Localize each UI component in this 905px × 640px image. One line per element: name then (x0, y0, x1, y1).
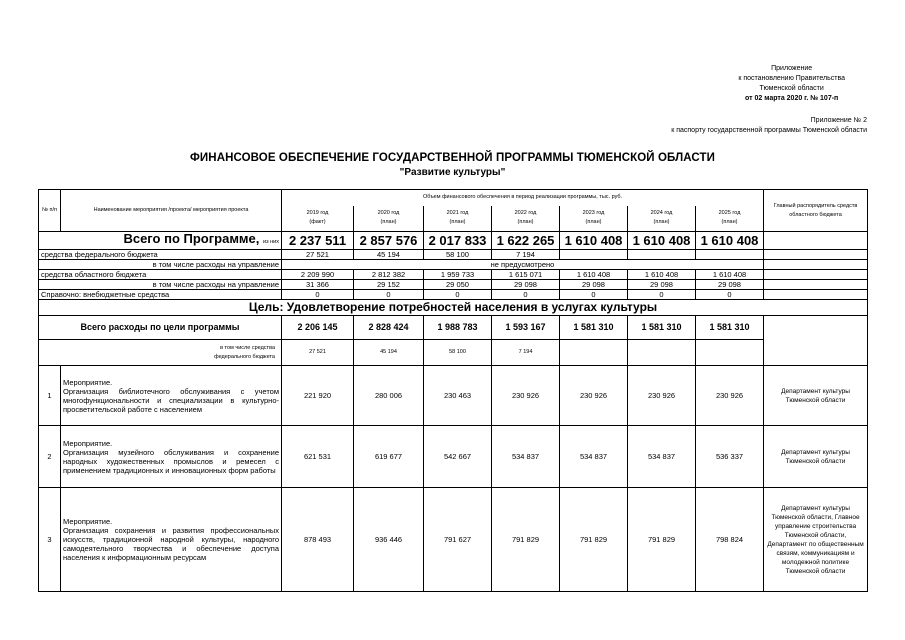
header-year (424, 206, 492, 232)
measure-heading: Мероприятие. (63, 377, 113, 387)
measure-value: 230 463 (424, 366, 492, 426)
measure-value: 221 920 (282, 366, 354, 426)
goal-federal-value: 45 194 (354, 340, 424, 366)
annex-reference: к паспорту государственной программы Тюменской области (671, 127, 867, 134)
regional-budget-value: 1 615 071 (492, 270, 560, 280)
measure-value: 542 667 (424, 426, 492, 488)
goal-total-value: 1 581 310 (696, 316, 764, 340)
goal-total-value: 1 581 310 (628, 316, 696, 340)
measure-value: 230 926 (560, 366, 628, 426)
header-manager: Главный распорядитель средств областного бюджета (764, 190, 868, 232)
offbudget-value: 0 (354, 290, 424, 300)
measure-value: 878 493 (282, 488, 354, 592)
year-label: 2024 год (650, 210, 673, 217)
offbudget-value: 0 (492, 290, 560, 300)
regional-mgmt-value: 29 098 (560, 280, 628, 290)
year-kind: (план) (449, 219, 466, 226)
header-year (354, 206, 424, 232)
year-label: 2023 год (582, 210, 605, 217)
regional-budget-row (39, 270, 868, 280)
federal-mgmt-row (39, 260, 868, 270)
regional-mgmt-value: 29 152 (354, 280, 424, 290)
measure-number: 1 (39, 366, 61, 426)
program-total-label (39, 232, 282, 250)
year-label: 2021 год (446, 210, 469, 217)
federal-mgmt-value: не предусмотрено (282, 260, 764, 270)
regional-budget-value: 1 610 408 (696, 270, 764, 280)
regional-mgmt-value: 29 098 (492, 280, 560, 290)
goal-total-value: 2 206 145 (282, 316, 354, 340)
financing-table (38, 189, 868, 592)
year-label: 2022 год (514, 210, 537, 217)
year-label: 2025 год (718, 210, 741, 217)
federal-budget-value (560, 250, 628, 260)
year-kind: (план) (517, 219, 534, 226)
header-volume: Объем финансового обеспечения в период реализации программы, тыс. руб. (282, 190, 764, 206)
federal-budget-value: 45 194 (354, 250, 424, 260)
measure-number: 3 (39, 488, 61, 592)
header-num: № п/п (39, 190, 61, 232)
regional-mgmt-value: 29 098 (696, 280, 764, 290)
federal-budget-value: 7 194 (492, 250, 560, 260)
header-year (696, 206, 764, 232)
regional-mgmt-value: 31 366 (282, 280, 354, 290)
program-total-value: 1 622 265 (492, 232, 560, 250)
federal-budget-row (39, 250, 868, 260)
measure-heading: Мероприятие. (63, 438, 113, 448)
goal-total-value: 2 828 424 (354, 316, 424, 340)
measure-manager: Департамент культуры Тюменской области (764, 426, 868, 488)
measure-text: Организация библиотечного обслуживания с учетом многофункциональности и специализации в культурно-просветительской работе с населением (63, 386, 279, 414)
year-kind: (план) (721, 219, 738, 226)
measure-manager: Департамент культуры Тюменской области (764, 366, 868, 426)
measure-value: 230 926 (492, 366, 560, 426)
measure-value: 619 677 (354, 426, 424, 488)
measure-row (39, 488, 868, 592)
regional-budget-value: 2 812 382 (354, 270, 424, 280)
offbudget-value: 0 (282, 290, 354, 300)
decree-note-line: Приложение (771, 65, 813, 72)
regional-mgmt-row (39, 280, 868, 290)
measure-value: 230 926 (696, 366, 764, 426)
goal-federal-text: в том числе средства федерального бюджета (214, 344, 275, 360)
year-label: 2020 год (377, 210, 400, 217)
measure-value: 621 531 (282, 426, 354, 488)
program-total-text: Всего по Программе, (123, 231, 260, 246)
empty-cell (764, 290, 868, 300)
measure-description (61, 488, 282, 592)
measure-row (39, 366, 868, 426)
regional-budget-label: средства областного бюджета (39, 270, 282, 280)
federal-budget-value: 58 100 (424, 250, 492, 260)
offbudget-row (39, 290, 868, 300)
goal-federal-value: 58 100 (424, 340, 492, 366)
goal-federal-value (628, 340, 696, 366)
year-kind: (план) (653, 219, 670, 226)
goal-total-value: 1 593 167 (492, 316, 560, 340)
federal-mgmt-label: в том числе расходы на управление (39, 260, 282, 270)
year-kind: (план) (585, 219, 602, 226)
empty-cell (764, 280, 868, 290)
measure-value: 791 829 (560, 488, 628, 592)
goal-total-row (39, 316, 868, 340)
measure-manager: Департамент культуры Тюменской области, Главное управление строительства Тюменской области, Департамент по общественным связям, коммуникациям и молодежной политике Тюменской области (764, 488, 868, 592)
program-name: "Развитие культуры" (399, 167, 506, 178)
annex-number: Приложение № 2 (810, 117, 867, 124)
measure-description (61, 426, 282, 488)
header-year (628, 206, 696, 232)
empty-cell (764, 270, 868, 280)
measure-text: Организация сохранения и развития профессиональных искусств, традиционной народной культуры, народного самодеятельного творчества и обеспечение доступа населения к информационным ресурсам (63, 526, 279, 562)
measure-value: 791 627 (424, 488, 492, 592)
measure-value: 534 837 (492, 426, 560, 488)
goal-federal-value (560, 340, 628, 366)
empty-cell (764, 250, 868, 260)
year-kind: (факт) (309, 219, 326, 226)
regional-mgmt-label: в том числе расходы на управление (39, 280, 282, 290)
measure-value: 534 837 (628, 426, 696, 488)
measure-description (61, 366, 282, 426)
regional-budget-value: 1 610 408 (560, 270, 628, 280)
federal-budget-value (628, 250, 696, 260)
goal-total-label: Всего расходы по цели программы (39, 316, 282, 340)
program-total-value: 2 237 511 (282, 232, 354, 250)
regional-budget-value: 2 209 990 (282, 270, 354, 280)
measure-value: 534 837 (560, 426, 628, 488)
program-total-value: 2 017 833 (424, 232, 492, 250)
empty-cell (764, 316, 868, 366)
measure-number: 2 (39, 426, 61, 488)
regional-budget-value: 1 959 733 (424, 270, 492, 280)
measure-heading: Мероприятие. (63, 517, 113, 526)
offbudget-label: Справочно: внебюджетные средства (39, 290, 282, 300)
offbudget-value: 0 (560, 290, 628, 300)
program-total-value: 1 610 408 (696, 232, 764, 250)
document-title: ФИНАНСОВОЕ ОБЕСПЕЧЕНИЕ ГОСУДАРСТВЕННОЙ ПРОГРАММЫ ТЮМЕНСКОЙ ОБЛАСТИ (190, 152, 715, 164)
decree-note-line: к постановлению Правительства (738, 75, 845, 82)
offbudget-value: 0 (628, 290, 696, 300)
federal-budget-label: средства федерального бюджета (39, 250, 282, 260)
goal-total-value: 1 581 310 (560, 316, 628, 340)
program-total-value: 2 857 576 (354, 232, 424, 250)
measure-value: 280 006 (354, 366, 424, 426)
regional-budget-value: 1 610 408 (628, 270, 696, 280)
header-year (560, 206, 628, 232)
empty-cell (764, 260, 868, 270)
header-year (282, 206, 354, 232)
program-total-row (39, 232, 868, 250)
goal-federal-value: 27 521 (282, 340, 354, 366)
offbudget-value: 0 (424, 290, 492, 300)
header-name: Наименование мероприятия /проекта/ мероприятия проекта (61, 190, 282, 232)
program-total-value: 1 610 408 (560, 232, 628, 250)
decree-date: от 02 марта 2020 г. № 107-п (745, 95, 839, 102)
annex-note (671, 116, 867, 136)
measure-value: 791 829 (628, 488, 696, 592)
decree-note-line: Тюменской области (759, 85, 824, 92)
year-kind: (план) (380, 219, 397, 226)
measure-value: 536 337 (696, 426, 764, 488)
program-total-suffix: из них (263, 239, 279, 245)
measure-value: 936 446 (354, 488, 424, 592)
goal-federal-value: 7 194 (492, 340, 560, 366)
year-label: 2019 год (306, 210, 329, 217)
empty-cell (764, 232, 868, 250)
goal-heading: Цель: Удовлетворение потребностей населения в услугах культуры (39, 300, 868, 316)
measure-value: 791 829 (492, 488, 560, 592)
regional-mgmt-value: 29 050 (424, 280, 492, 290)
goal-federal-label (39, 340, 282, 366)
regional-mgmt-value: 29 098 (628, 280, 696, 290)
offbudget-value: 0 (696, 290, 764, 300)
measure-text: Организация музейного обслуживания и сохранение народных художественных промыслов и ремесел с применением традиционных и инновационных форм работы (63, 447, 279, 475)
goal-total-value: 1 988 783 (424, 316, 492, 340)
measure-value: 798 824 (696, 488, 764, 592)
measure-value: 230 926 (628, 366, 696, 426)
goal-federal-row (39, 340, 868, 366)
program-total-value: 1 610 408 (628, 232, 696, 250)
federal-budget-value (696, 250, 764, 260)
goal-federal-value (696, 340, 764, 366)
header-year (492, 206, 560, 232)
federal-budget-value: 27 521 (282, 250, 354, 260)
goal-row (39, 300, 868, 316)
decree-note (738, 64, 845, 104)
measure-row (39, 426, 868, 488)
